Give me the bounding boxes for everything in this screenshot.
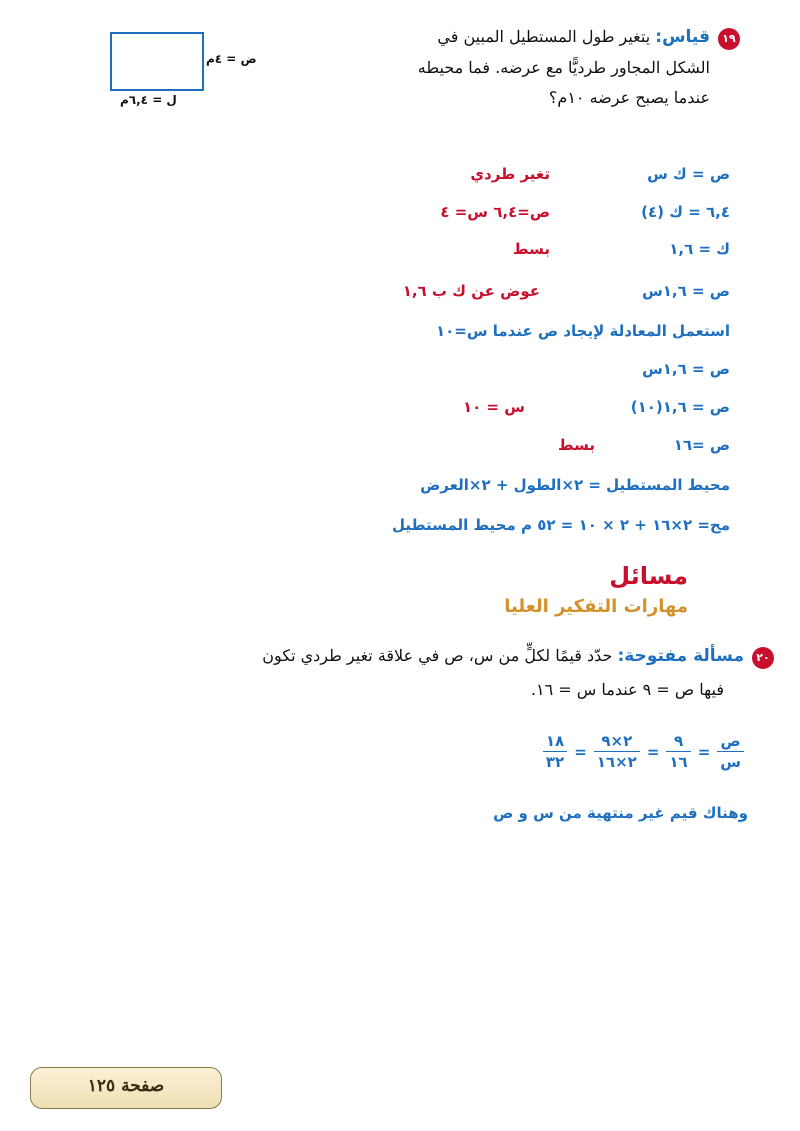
figure-length-label: ل = ٦,٤م (120, 93, 177, 107)
sol19-r10: مح= ٢×١٦ + ٢ × ١٠ = ٥٢ م محيط المستطيل (391, 516, 730, 534)
problem-20-name: مسألة مفتوحة: (617, 646, 744, 666)
sol19-r1-left: تغير طردي (470, 165, 550, 183)
sol19-r8-right: ص =١٦ (673, 436, 730, 454)
fraction-18-over-32 (543, 732, 567, 771)
sol19-r4-left: عوض عن ك ب ١,٦ (402, 282, 540, 300)
rectangle-figure (110, 32, 204, 91)
fraction-y-over-x (717, 732, 744, 771)
problem-20-text-line1: حدّد قيمًا لكلٍّ من س، ص في علاقة تغير طردي تكون (262, 646, 613, 665)
problem-19-line1 (437, 27, 710, 47)
fraction-1-denominator: س (720, 753, 741, 771)
problem-20-number-badge: ٢٠ (752, 647, 774, 669)
figure-width-label: ض = ٤م (206, 52, 257, 66)
equals-sign-3: = (574, 742, 587, 761)
page-number-tab (30, 1067, 222, 1109)
section-subtitle: مهارات التفكير العليا (504, 596, 688, 617)
sol19-r4-right: ص = ١,٦س (642, 282, 730, 300)
sol19-r3-right: ك = ١,٦ (669, 240, 730, 258)
fraction-2-numerator: ٩ (666, 732, 690, 752)
equals-sign-2: = (646, 742, 660, 761)
sol19-r7-left: س = ١٠ (462, 398, 525, 416)
fraction-2-denominator: ١٦ (669, 753, 688, 771)
fraction-4-denominator: ٣٢ (545, 753, 565, 771)
sol19-r5: استعمل المعادلة لإيجاد ص عندما س=١٠ (435, 322, 730, 340)
fraction-equation (539, 732, 748, 771)
fraction-4-numerator: ١٨ (543, 732, 567, 752)
problem-20-text-line2: فيها ص = ٩ عندما س = ١٦. (530, 680, 724, 699)
fraction-1-numerator: ص (717, 732, 744, 752)
sol19-r2-left: ص=٦,٤ س= ٤ (440, 203, 550, 221)
section-title: مسائل (609, 562, 688, 590)
fraction-3-denominator: ٢×١٦ (596, 753, 637, 771)
sol19-r3-left: بسط (513, 240, 550, 258)
problem-19-name: قياس: (655, 27, 710, 47)
sol19-r6: ص = ١,٦س (642, 360, 730, 378)
problem-19-text-line2: الشكل المجاور طرديًّا مع عرضه. فما محيطه (417, 58, 710, 77)
fraction-3-numerator: ٢×٩ (594, 732, 640, 752)
fraction-expanded (594, 732, 640, 771)
equals-sign-1: = (697, 742, 711, 761)
problem-19-text-line3: عندما يصبح عرضه ١٠م؟ (548, 88, 710, 107)
sol20-note: وهناك قيم غير منتهية من س و ص (493, 804, 748, 822)
page-number-label: صفحة ١٢٥ (87, 1076, 165, 1096)
fraction-9-over-16 (666, 732, 690, 771)
sol19-r7-right: ص = ١,٦(١٠) (630, 398, 730, 416)
sol19-r2-right: ٦,٤ = ك (٤) (641, 203, 730, 221)
problem-19-number-badge: ١٩ (718, 28, 740, 50)
problem-19-text-line1: يتغير طول المستطيل المبين في (437, 27, 651, 46)
problem-20-line1 (262, 646, 744, 666)
sol19-r9: محيط المستطيل = ٢×الطول + ٢×العرض (420, 476, 730, 494)
sol19-r1-right: ص = ك س (647, 165, 730, 183)
sol19-r8-left: بسط (558, 436, 595, 454)
